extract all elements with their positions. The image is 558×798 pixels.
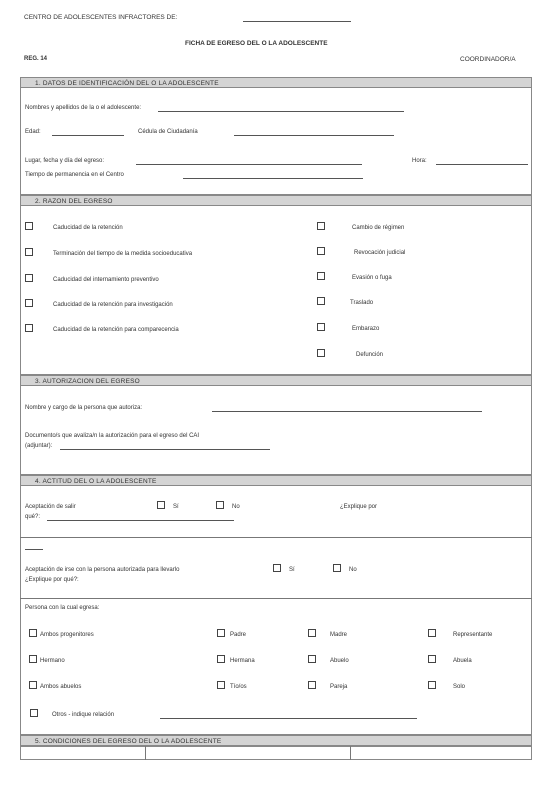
- name-label: Nombres y apellidos de la o el adolescente:: [25, 105, 142, 111]
- reason-label: Caducidad de la retención para investigación: [53, 302, 173, 308]
- stay-field[interactable]: [183, 178, 363, 179]
- others-field[interactable]: [160, 718, 417, 719]
- checkbox-reason-5[interactable]: [25, 324, 33, 332]
- explain-field-2[interactable]: [25, 549, 43, 550]
- coordinator-label: COORDINADOR/A: [460, 56, 516, 63]
- relation-label: Pareja: [330, 684, 348, 690]
- center-label: CENTRO DE ADOLESCENTES INFRACTORES DE:: [24, 14, 178, 21]
- relation-label: Ambos progenitores: [40, 632, 94, 638]
- id-label: Cédula de Ciudadanía: [138, 129, 198, 135]
- checkbox-reason-8[interactable]: [317, 272, 325, 280]
- checkbox-reason-4[interactable]: [25, 299, 33, 307]
- section1-title: 1. DATOS DE IDENTIFICACIÓN DEL O LA ADOLESCENTE: [35, 79, 219, 87]
- explain-cont-label: qué?:: [25, 514, 41, 520]
- age-label: Edad:: [25, 129, 41, 135]
- section3-box: [20, 375, 532, 475]
- age-field[interactable]: [52, 135, 124, 136]
- documents-field[interactable]: [60, 449, 270, 450]
- checkbox-relation-3[interactable]: [308, 629, 316, 637]
- no-label: No: [349, 567, 357, 573]
- divider: [20, 598, 532, 599]
- place-field[interactable]: [136, 164, 362, 165]
- reason-label: Evasión o fuga: [352, 275, 392, 281]
- relation-label: Tío/os: [230, 684, 247, 690]
- section4-header: [20, 475, 532, 486]
- section4-title: 4. ACTITUD DEL O LA ADOLESCENTE: [35, 477, 157, 485]
- checkbox-reason-9[interactable]: [317, 297, 325, 305]
- reason-label: Terminación del tiempo de la medida socioeducativa: [53, 251, 193, 257]
- checkbox-person-yes[interactable]: [273, 564, 281, 572]
- checkbox-relation-12[interactable]: [428, 681, 436, 689]
- reason-label: Caducidad del internamiento preventivo: [53, 277, 159, 283]
- relation-label: Solo: [453, 684, 466, 690]
- reason-label: Embarazo: [352, 326, 380, 332]
- section3-title: 3. AUTORIZACION DEL EGRESO: [35, 377, 140, 385]
- answer-line[interactable]: [20, 537, 532, 538]
- checkbox-leave-no[interactable]: [216, 501, 224, 509]
- name-field[interactable]: [158, 111, 404, 112]
- reg-label: REG. 14: [24, 56, 48, 62]
- section3-header: [20, 375, 532, 386]
- section5-table: [20, 746, 532, 760]
- checkbox-reason-3[interactable]: [25, 274, 33, 282]
- relation-label: Hermana: [230, 658, 255, 664]
- authorizer-field[interactable]: [212, 411, 482, 412]
- explain-label: ¿Explique por: [340, 504, 378, 510]
- time-label: Hora:: [412, 158, 427, 164]
- reason-label: Traslado: [350, 300, 374, 306]
- section2-box: [20, 195, 532, 375]
- checkbox-relation-8[interactable]: [428, 655, 436, 663]
- table-divider: [145, 746, 146, 760]
- checkbox-reason-6[interactable]: [317, 222, 325, 230]
- yes-label: Sí: [289, 567, 295, 573]
- documents-label: Documento/s que avaliza/n la autorización para el egreso del CAI: [25, 433, 200, 439]
- relation-label: Representante: [453, 632, 493, 638]
- relation-label: Abuela: [453, 658, 472, 664]
- checkbox-leave-yes[interactable]: [157, 501, 165, 509]
- id-field[interactable]: [234, 135, 394, 136]
- checkbox-person-no[interactable]: [333, 564, 341, 572]
- attach-label: (adjuntar):: [25, 443, 53, 449]
- place-label: Lugar, fecha y día del egreso:: [25, 158, 105, 164]
- accept-leave-label: Aceptación de salir: [25, 504, 76, 510]
- checkbox-reason-10[interactable]: [317, 323, 325, 331]
- checkbox-reason-11[interactable]: [317, 349, 325, 357]
- reason-label: Revocación judicial: [354, 250, 406, 256]
- others-label: Otros - indique relación: [52, 712, 115, 718]
- checkbox-relation-2[interactable]: [217, 629, 225, 637]
- checkbox-reason-2[interactable]: [25, 248, 33, 256]
- relation-label: Hermano: [40, 658, 65, 664]
- authorizer-label: Nombre y cargo de la persona que autoriza:: [25, 405, 143, 411]
- section2-header: [20, 195, 532, 206]
- relation-label: Ambos abuelos: [40, 684, 82, 690]
- checkbox-relation-6[interactable]: [217, 655, 225, 663]
- section5-title: 5. CONDICIONES DEL EGRESO DEL O LA ADOLESCENTE: [35, 737, 222, 745]
- checkbox-relation-10[interactable]: [217, 681, 225, 689]
- center-line[interactable]: [243, 21, 351, 22]
- checkbox-relation-9[interactable]: [29, 681, 37, 689]
- relation-label: Abuelo: [330, 658, 349, 664]
- no-label: No: [232, 504, 240, 510]
- checkbox-reason-1[interactable]: [25, 222, 33, 230]
- relation-label: Madre: [330, 632, 348, 638]
- person-label: Persona con la cual egresa:: [25, 605, 100, 611]
- time-field[interactable]: [436, 164, 528, 165]
- checkbox-relation-5[interactable]: [29, 655, 37, 663]
- section2-title: 2. RAZON DEL EGRESO: [35, 197, 113, 205]
- section1-header: [20, 77, 532, 88]
- checkbox-reason-7[interactable]: [317, 247, 325, 255]
- reason-label: Caducidad de la retención: [53, 225, 123, 231]
- reason-label: Defunción: [356, 352, 384, 358]
- checkbox-relation-11[interactable]: [308, 681, 316, 689]
- relation-label: Padre: [230, 632, 247, 638]
- table-divider: [350, 746, 351, 760]
- reason-label: Caducidad de la retención para comparecencia: [53, 327, 179, 333]
- checkbox-relation-others[interactable]: [30, 709, 38, 717]
- accept-person-label: Aceptación de irse con la persona autorizada para llevarlo: [25, 567, 180, 573]
- section5-header: [20, 735, 532, 746]
- reason-label: Cambio de régimen: [352, 225, 405, 231]
- explain-field-1[interactable]: [47, 520, 234, 521]
- explain-q-label: ¿Explique por qué?:: [25, 577, 79, 583]
- yes-label: Sí: [173, 504, 179, 510]
- checkbox-relation-1[interactable]: [29, 629, 37, 637]
- stay-label: Tiempo de permanencia en el Centro: [25, 172, 124, 178]
- checkbox-relation-7[interactable]: [308, 655, 316, 663]
- form-title: FICHA DE EGRESO DEL O LA ADOLESCENTE: [185, 40, 328, 47]
- checkbox-relation-4[interactable]: [428, 629, 436, 637]
